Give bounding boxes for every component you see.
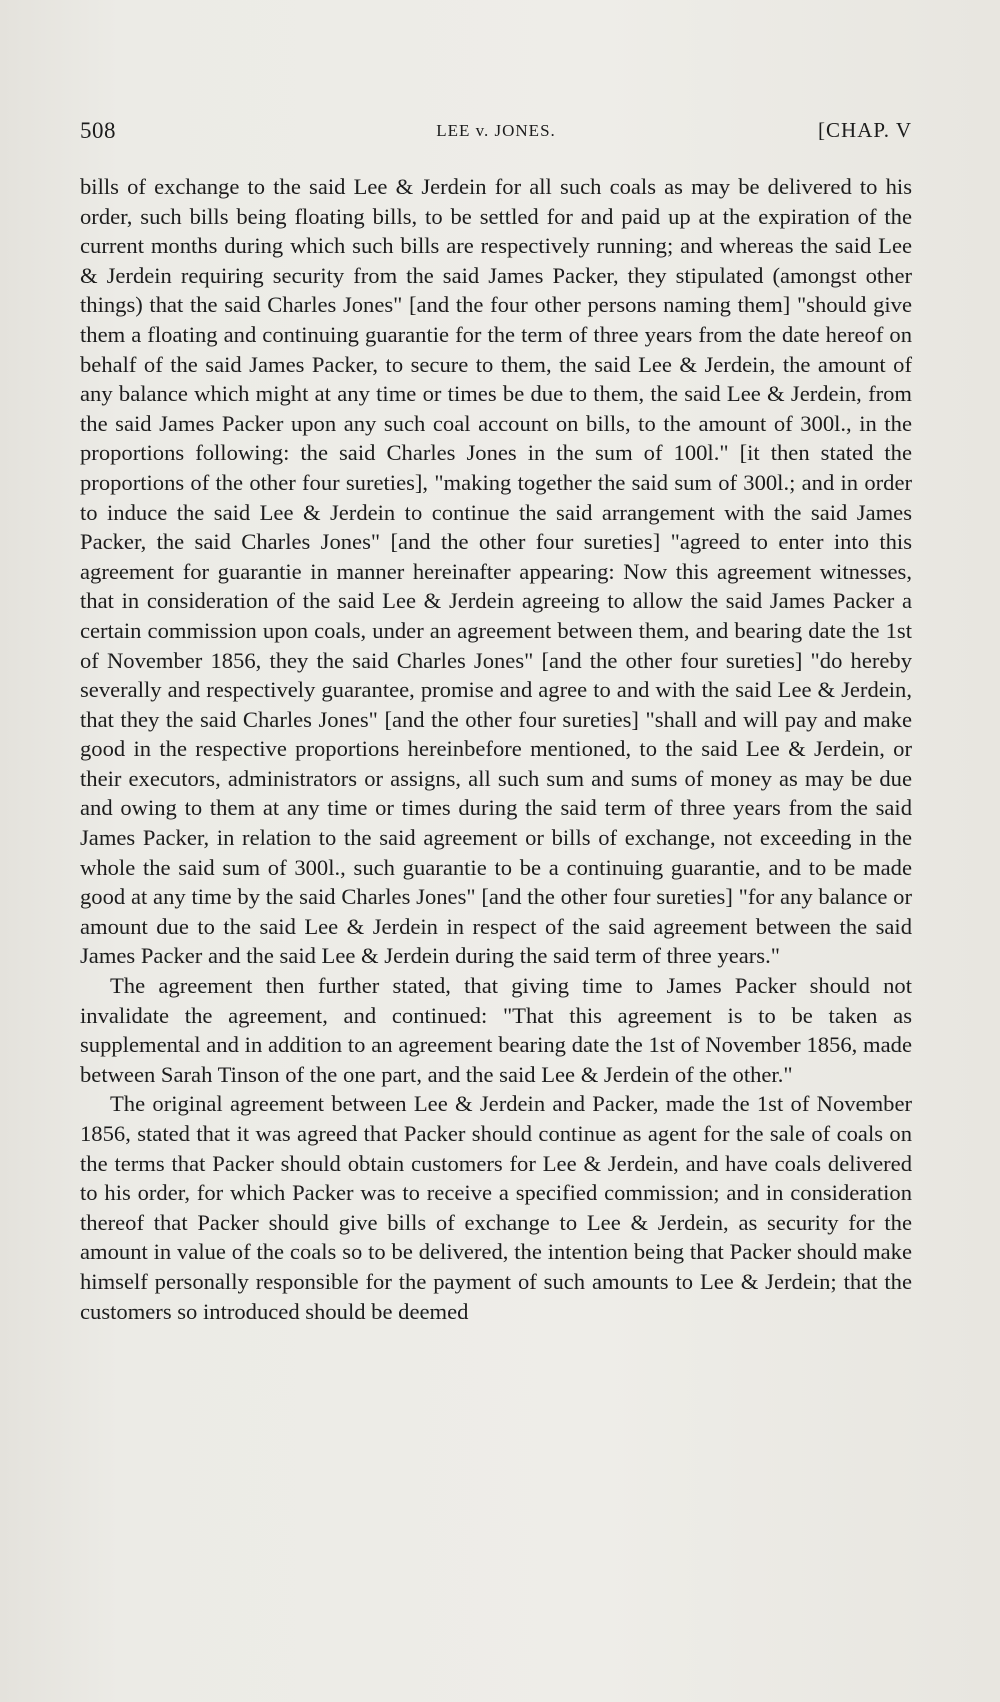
paragraph-original-agreement: The original agreement between Lee & Jerdein and Packer, made the 1st of November 1856, stated that it was agreed that Packer should continue as agent for the sale of coals on the terms that Packer should obtain customers for Lee & Jerdein, and have coals delivered to his order, for which Packer was to receive a specified commission; and in consideration thereof that Packer should give bills of exchange to Lee & Jerdein, as security for the amount in value of the coals so to be delivered, the intention being that Packer should make himself personally responsible for the payment of such amounts to Lee & Jerdein; that the customers so introduced should be deemed [80,1091,912,1324]
case-title: LEE v. JONES. [436,121,556,140]
paragraph-continued-agreement: bills of exchange to the said Lee & Jerdein for all such coals as may be delivered to his order, such bills being floating bills, to be settled for and paid up at the expiration of the current months during which such bills are respectively running; and whereas the said Lee & Jerdein requiring security from the said James Packer, they stipulated (amongst other things) that the said Charles Jones" [and the four other persons naming them] "should give them a floating and continuing guarantie for the term of three years from the date hereof on behalf of the said James Packer, to secure to them, the said Lee & Jerdein, the amount of any balance which might at any time or times be due to them, the said Lee & Jerdein, from the said James Packer upon any such coal account on bills, to the amount of 300l., in the proportions following: the said Charles Jones in the sum of 100l." [it then stated the proportions of the other four sureties], "making together the said sum of 300l.; and in order to induce the said Lee & Jerdein to continue the said arrangement with the said James Packer, the said Charles Jones" [and the other four sureties] "agreed to enter into this agreement for guarantie in manner hereinafter appearing: Now this agreement witnesses, that in consideration of the said Lee & Jerdein agreeing to allow the said James Packer a certain commission upon coals, under an agreement between them, and bearing date the 1st of November 1856, they the said Charles Jones" [and the other four sureties] "do hereby severally and respectively guarantee, promise and agree to and with the said Lee & Jerdein, that they the said Charles Jones" [and the other four sureties] "shall and will pay and make good in the respective proportions hereinbefore mentioned, to the said Lee & Jerdein, or their executors, administrators or assigns, all such sum and sums of money as may be due and owing to them at any time or times during the said term of three years from the said James Packer, in relation to the said agreement or bills of exchange, not exceeding in the whole the said sum of 300l., such guarantie to be a continuing guarantie, and to be made good at any time by the said Charles Jones" [and the other four sureties] "for any balance or amount due to the said Lee & Jerdein in respect of the said agreement between the said James Packer and the said Lee & Jerdein during the said term of three years." [80,174,912,969]
paragraph-further-stated: The agreement then further stated, that giving time to James Packer should not invalidate the agreement, and continued: "That this agreement is to be taken as supplemental and in addition to an agreement bearing date the 1st of November 1856, made between Sarah Tinson of the one part, and the said Lee & Jerdein of the other." [80,973,912,1087]
body-text [80,172,912,1326]
running-head [80,118,912,150]
chapter-label: [CHAP. V [818,118,912,142]
page-number: 508 [80,118,116,143]
